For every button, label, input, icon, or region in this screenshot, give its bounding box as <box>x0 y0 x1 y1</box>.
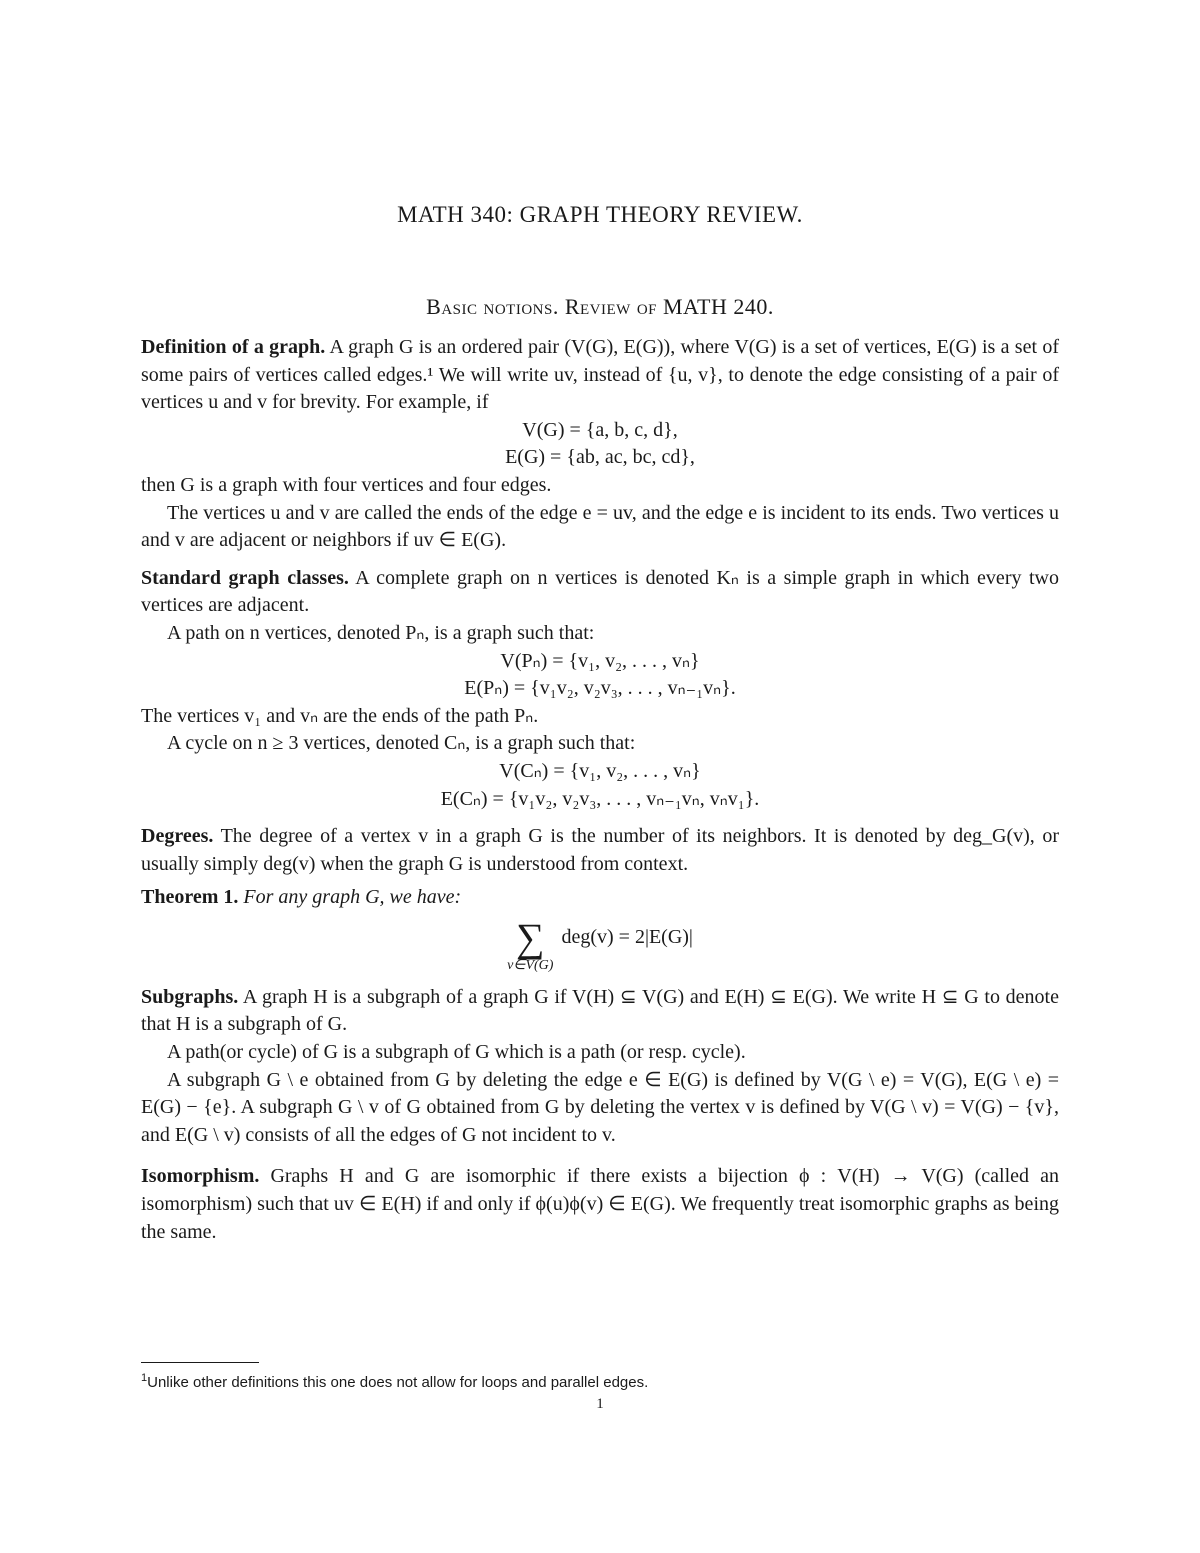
equation-edge-set: E(G) = {ab, ac, bc, cd}, <box>505 446 695 469</box>
sum-symbol: ∑ <box>516 914 545 960</box>
footnote-mark: 1 <box>141 1372 148 1384</box>
degrees-paragraph <box>141 823 1059 878</box>
classes-heading: Standard graph classes. <box>141 566 349 589</box>
definition-text: A graph G is an ordered pair (V(G), E(G)), where V(G) is a set of vertices, E(G) is a set of some pairs of vertices called edges.¹ We will write uv, instead of {u, v}, to denote the edge consisting of a pair of vertices u and v for brevity. For example, if <box>141 336 1059 414</box>
degrees-heading: Degrees. <box>141 825 214 848</box>
equation-path-vertices: V(Pₙ) = {v₁, v₂, . . . , vₙ} <box>500 649 700 672</box>
page-number: 1 <box>596 1396 604 1412</box>
footnote-divider <box>141 1362 259 1363</box>
cycle-equations <box>141 758 1059 813</box>
theorem-heading: Theorem 1. <box>141 886 239 909</box>
cycle-paragraph: A cycle on n ≥ 3 vertices, denoted Cₙ, is a graph such that: <box>167 732 636 755</box>
path-paragraph: A path on n vertices, denoted Pₙ, is a graph such that: <box>167 621 595 644</box>
equation-cycle-edges: E(Cₙ) = {v₁v₂, v₂v₃, . . . , vₙ₋₁vₙ, vₙv₁}. <box>440 787 760 810</box>
degrees-text: The degree of a vertex v in a graph G is the number of its neighbors. It is denoted by deg_G(v), or usually simply deg(v) when the graph G is understood from context. <box>141 825 1060 875</box>
document-body <box>141 334 1059 1246</box>
page-title: MATH 340: GRAPH THEORY REVIEW. <box>397 202 803 227</box>
deletion-paragraph: A subgraph G \ e obtained from G by deleting the edge e ∈ E(G) is defined by V(G \ e) = V(G), E(G \ e) = E(G) − {e}. A subgraph G \ v of G obtained from G by deleting the vertex v is defined by V(G \ v) = V(G) − {v}, and E(G \ v) consists of all the edges of G not incident to v. <box>141 1068 1059 1146</box>
equation-vertex-set: V(G) = {a, b, c, d}, <box>522 418 678 441</box>
classes-paragraph <box>141 565 1059 620</box>
section-subtitle: Basic notions. Review of MATH 240. <box>426 294 774 319</box>
definition-followup: then G is a graph with four vertices and four edges. <box>141 473 552 496</box>
sum-subscript: v∈V(G) <box>507 957 554 973</box>
subgraph-path-paragraph: A path(or cycle) of G is a subgraph of G which is a path (or resp. cycle). <box>167 1041 746 1064</box>
complete-graph-text: A complete graph on n vertices is denoted Kₙ is a simple graph in which every two vertices are adjacent. <box>141 566 1059 617</box>
theorem-paragraph <box>141 884 1059 912</box>
definition-equations <box>141 417 1059 472</box>
footnote <box>141 1372 648 1391</box>
theorem-statement: For any graph G, we have: <box>243 886 462 909</box>
subgraphs-text: A graph H is a subgraph of a graph G if V(H) ⊆ V(G) and E(H) ⊆ E(G). We write H ⊆ G to denote that H is a subgraph of G. <box>141 985 1059 1036</box>
sum-expression: deg(v) = 2|E(G)| <box>561 926 693 949</box>
equation-cycle-vertices: V(Cₙ) = {v₁, v₂, . . . , vₙ} <box>499 759 701 782</box>
ends-paragraph: The vertices u and v are called the ends of the edge e = uv, and the edge e is incident to its ends. Two vertices u and v are adjacent or neighbors if uv ∈ E(G). <box>141 501 1059 552</box>
theorem-formula <box>141 914 1059 974</box>
subgraphs-heading: Subgraphs. <box>141 985 239 1008</box>
isomorphism-paragraph <box>141 1163 1059 1246</box>
footnote-text: Unlike other definitions this one does not allow for loops and parallel edges. <box>147 1374 649 1391</box>
path-equations <box>141 648 1059 703</box>
isomorphism-heading: Isomorphism. <box>141 1165 260 1188</box>
definition-paragraph <box>141 334 1059 417</box>
definition-heading: Definition of a graph. <box>141 336 326 358</box>
isomorphism-text: Graphs H and G are isomorphic if there exists a bijection ϕ : V(H) → V(G) (called an isomorphism) such that uv ∈ E(H) if and only if ϕ(u)ϕ(v) ∈ E(G). We frequently treat isomorphic graphs as being the same. <box>141 1165 1059 1243</box>
subgraphs-paragraph <box>141 984 1059 1039</box>
equation-path-edges: E(Pₙ) = {v₁v₂, v₂v₃, . . . , vₙ₋₁vₙ}. <box>464 677 736 700</box>
path-ends-paragraph: The vertices v₁ and vₙ are the ends of the path Pₙ. <box>141 704 539 727</box>
